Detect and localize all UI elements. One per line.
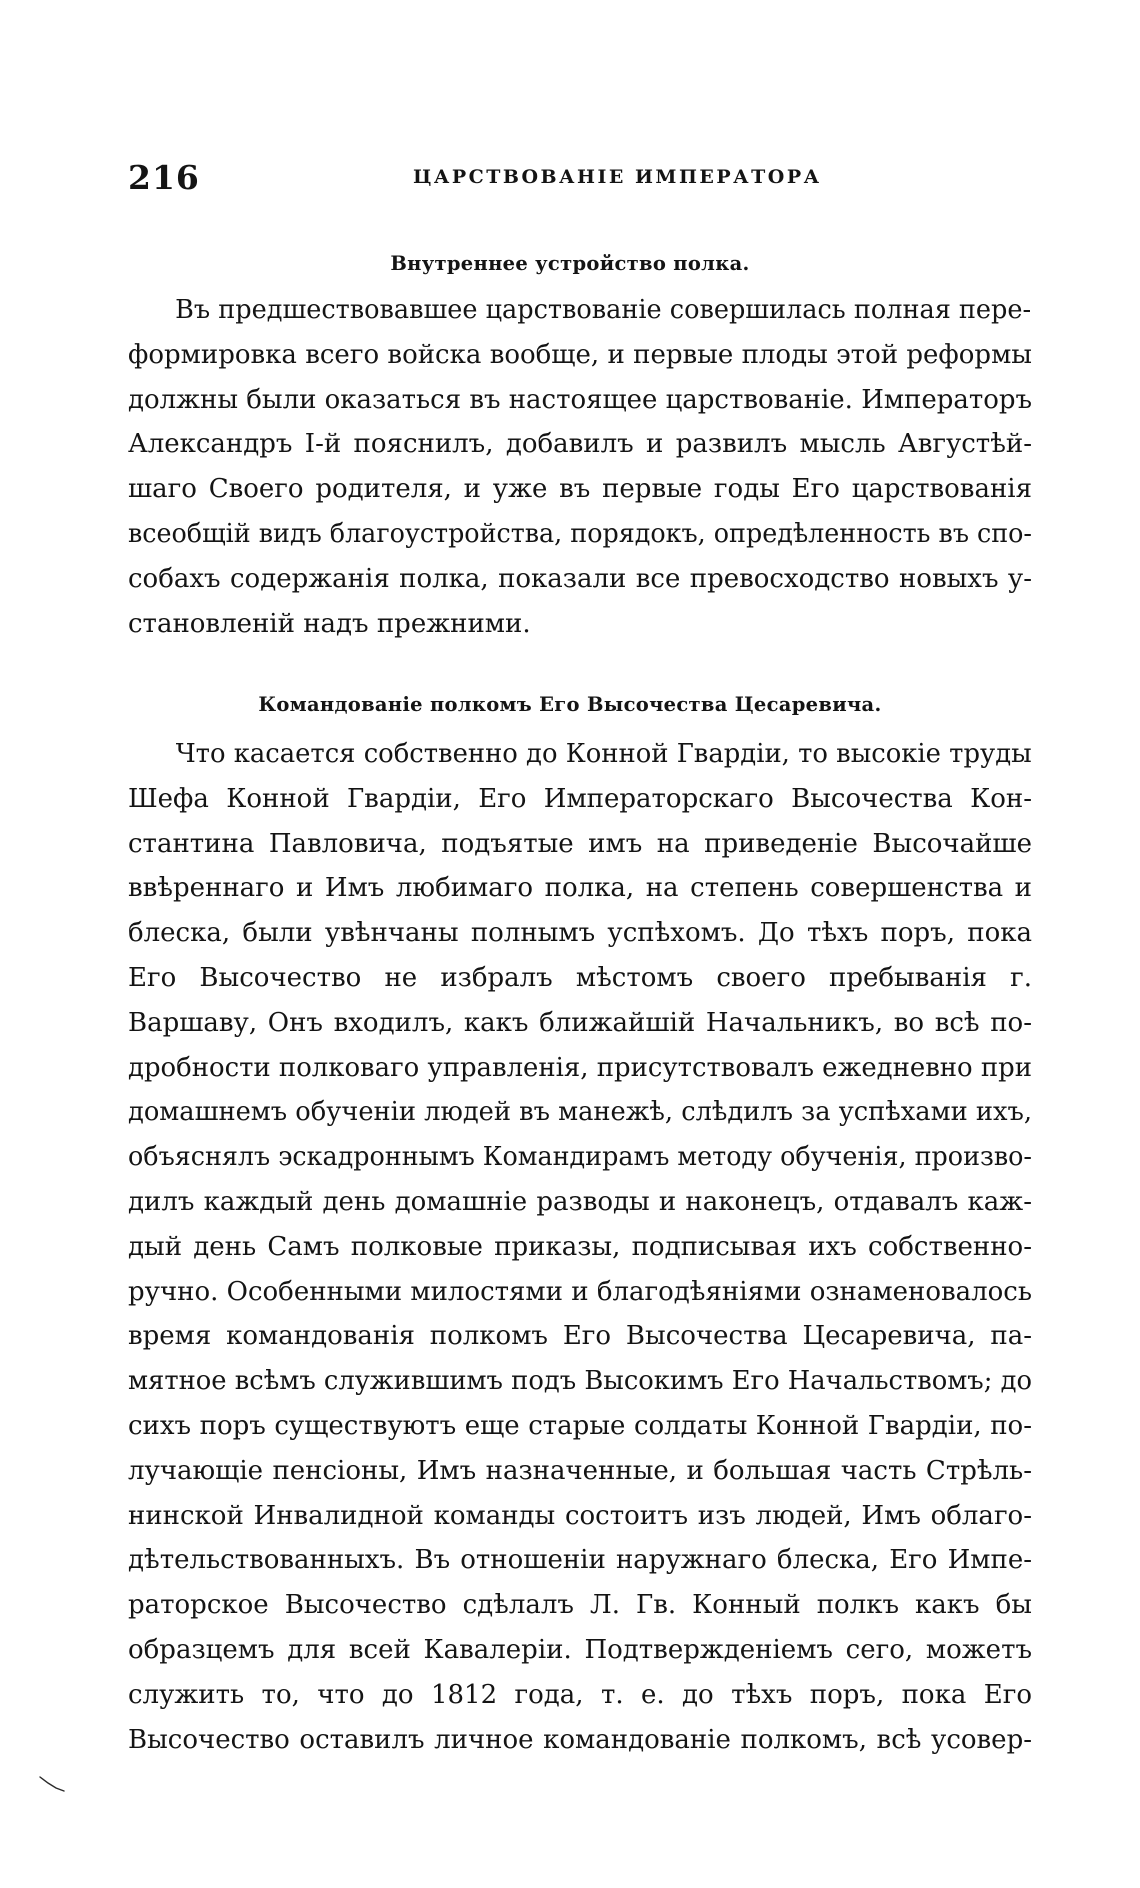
section-title-command: Командованіе полкомъ Его Высочества Цесаревича. — [258, 693, 882, 717]
text-line: всеобщій видъ благоустройства, порядокъ, опредѣленность въ спо- — [128, 518, 1032, 549]
text-line: домашнемъ обученіи людей въ манежѣ, слѣдилъ за успѣхами ихъ, — [128, 1097, 1032, 1128]
text-line: формировка всего войска вообще, и первые плоды этой реформы — [128, 339, 1032, 370]
text-line: Что касается собственно до Конной Гвардіи, то высокіе труды — [175, 739, 1032, 769]
text-line: время командованія полкомъ Его Высочества Цесаревича, па- — [128, 1321, 1032, 1352]
text-line: становленій надъ прежними. — [128, 608, 531, 639]
text-line: блеска, были увѣнчаны полнымъ успѣхомъ. До тѣхъ поръ, пока — [128, 918, 1032, 949]
text-line: Варшаву, Онъ входилъ, какъ ближайшій Начальникъ, во всѣ по- — [128, 1007, 1032, 1038]
running-head: ЦАРСТВОВАНІЕ ИМПЕРАТОРА — [413, 166, 822, 188]
text-line: должны были оказаться въ настоящее царствованіе. Императоръ — [128, 384, 1032, 415]
text-line: объяснялъ эскадроннымъ Командирамъ методу обученія, произво- — [128, 1142, 1032, 1173]
text-line: Александръ I-й пояснилъ, добавилъ и развилъ мысль Августѣй- — [128, 429, 1032, 460]
text-line: Въ предшествовавшее царствованіе совершилась полная пере- — [175, 295, 1032, 325]
text-line: сихъ поръ существуютъ еще старые солдаты Конной Гвардіи, по- — [128, 1410, 1032, 1441]
text-line: Шефа Конной Гвардіи, Его Императорскаго Высочества Кон- — [128, 783, 1032, 814]
text-line: образцемъ для всей Кавалеріи. Подтвержденіемъ сего, можетъ — [128, 1634, 1032, 1665]
text-line: Его Высочество не избралъ мѣстомъ своего пребыванія г. — [128, 962, 1032, 993]
text-line: лучающіе пенсіоны, Имъ назначенные, и большая часть Стрѣль- — [128, 1455, 1032, 1486]
page-number: 216 — [128, 158, 200, 197]
text-line: шаго Своего родителя, и уже въ первые годы Его царствованія — [128, 474, 1032, 505]
text-line: ввѣреннаго и Имъ любимаго полка, на степень совершенства и — [128, 873, 1032, 904]
section-title-internal-structure: Внутреннее устройство полка. — [390, 252, 750, 276]
stray-ink-mark — [38, 1774, 78, 1794]
page-header — [128, 158, 1032, 204]
text-line: мятное всѣмъ служившимъ подъ Высокимъ Его Начальствомъ; до — [128, 1366, 1032, 1397]
text-line: ручно. Особенными милостями и благодѣяніями ознаменовалось — [128, 1276, 1032, 1307]
text-line: дый день Самъ полковые приказы, подписывая ихъ собственно- — [128, 1231, 1032, 1262]
text-line: дилъ каждый день домашніе разводы и наконецъ, отдавалъ каж- — [128, 1186, 1032, 1217]
text-line: раторское Высочество сдѣлалъ Л. Гв. Конный полкъ какъ бы — [128, 1590, 1032, 1621]
text-line: дѣтельствованныхъ. Въ отношеніи наружнаго блеска, Его Импе- — [128, 1545, 1032, 1576]
paragraph-command — [128, 732, 1032, 1762]
text-line: Высочество оставилъ личное командованіе полкомъ, всѣ усовер- — [128, 1724, 1032, 1755]
text-line: стантина Павловича, подъятые имъ на приведеніе Высочайше — [128, 828, 1032, 859]
text-line: служить то, что до 1812 года, т. е. до тѣхъ поръ, пока Его — [128, 1679, 1032, 1710]
text-line: собахъ содержанія полка, показали все превосходство новыхъ у- — [128, 563, 1032, 594]
text-line: дробности полковаго управленія, присутствовалъ ежедневно при — [128, 1052, 1032, 1083]
text-line: нинской Инвалидной команды состоитъ изъ людей, Имъ облаго- — [128, 1500, 1032, 1531]
paragraph-internal-structure — [128, 288, 1032, 646]
